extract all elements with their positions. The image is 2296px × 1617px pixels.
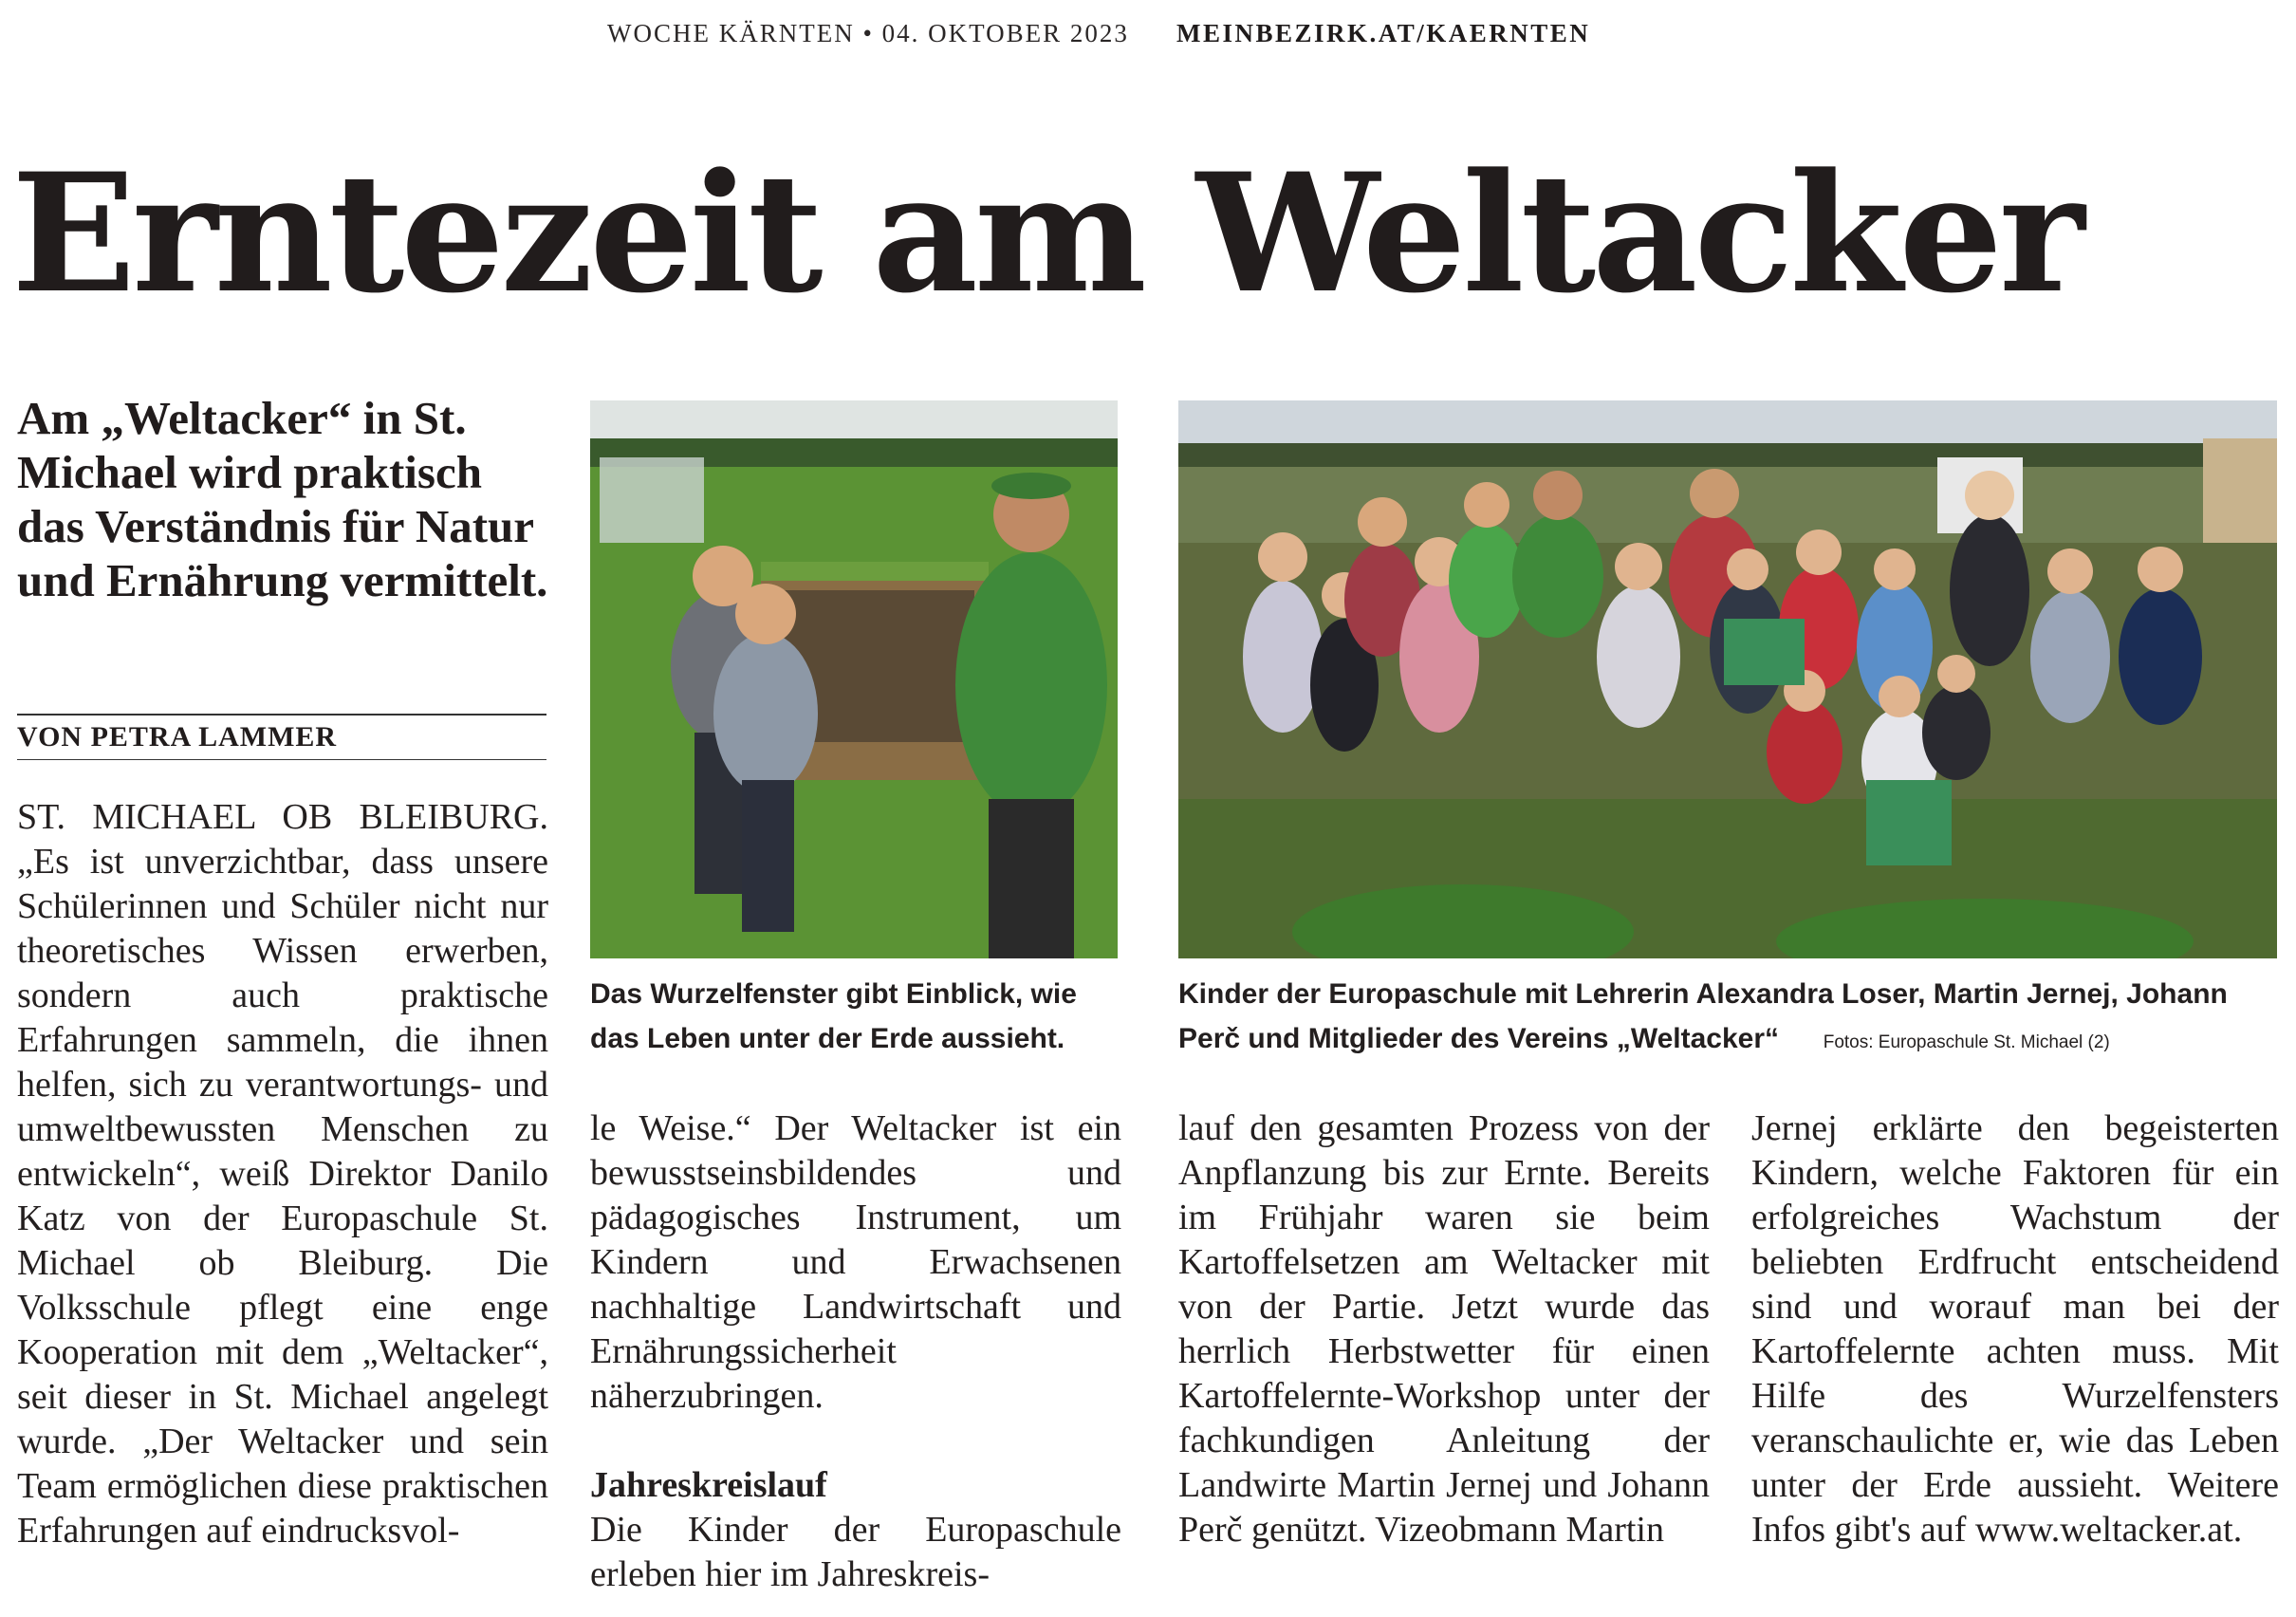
body-column-1 [17, 795, 548, 1553]
body-paragraph: lauf den gesamten Prozess von der Anpflanzung bis zur Ernte. Bereits im Frühjahr waren sie beim Kartoffelsetzen am Weltacker mit von der Partie. Jetzt wurde das herrlich Herbstwetter für einen Kartoffelernte-Workshop unter der fachkundigen Anleitung der Landwirte Martin Jernej und Johann Perč genützt. Vizeobmann Martin [1178, 1108, 1710, 1550]
lead-text: Am „Weltacker“ in St. Michael wird praktisch das Verständnis für Natur und Ernährung vermittelt. [17, 392, 548, 606]
publication-date: WOCHE KÄRNTEN • 04. OKTOBER 2023 [607, 19, 1129, 47]
body-column-2 [590, 1106, 1121, 1597]
byline-rule-bottom [17, 759, 546, 760]
right-photo-caption [1178, 972, 2269, 1065]
right-photo-caption-text: Kinder der Europaschule mit Lehrerin Alexandra Loser, Martin Jernej, Johann Perč und Mitglieder des Vereins „Weltacker“ [1178, 978, 2228, 1054]
byline-rule-top [17, 714, 546, 716]
subheading: Jahreskreislauf [590, 1465, 827, 1505]
photo-credit: Fotos: Europaschule St. Michael (2) [1823, 1032, 2110, 1052]
left-photo-caption: Das Wurzelfenster gibt Einblick, wie das Leben unter der Erde aussieht. [590, 978, 1077, 1054]
photo-wurzelfenster [590, 400, 1118, 958]
body-column-4 [1751, 1106, 2279, 1552]
headline: Erntezeit am Weltacker [11, 137, 2082, 329]
body-column-3 [1178, 1106, 1710, 1552]
body-paragraph: ST. MICHAEL OB BLEIBURG. „Es ist unverzichtbar, dass unsere Schülerinnen und Schüler nicht nur theoretisches Wissen erwerben, sondern auch praktische Erfahrungen sammeln, die ihnen helfen, sich zu verantwortungs- und umweltbewussten Menschen zu entwickeln“, weiß Direktor Danilo Katz von der Europaschule St. Michael ob Bleiburg. Die Volksschule pflegt eine enge Kooperation mit dem „Weltacker“, seit dieser in St. Michael angelegt wurde. „Der Weltacker und sein Team ermöglichen diese praktischen Erfahrungen auf eindrucksvol- [17, 797, 548, 1551]
website-link[interactable]: MEINBEZIRK.AT/KAERNTEN [1176, 19, 1591, 47]
byline: VON PETRA LAMMER [17, 721, 338, 753]
body-paragraph: Jernej erklärte den begeisterten Kindern, welche Faktoren für ein erfolgreiches Wachstum der beliebten Erdfrucht entscheidend sind und worauf man bei der Kartoffelernte achten muss. Mit Hilfe des Wurzelfensters veranschaulichte er, wie das Leben unter der Erde aussieht. Weitere Infos gibt's auf www.weltacker.at. [1751, 1108, 2279, 1550]
body-paragraph: le Weise.“ Der Weltacker ist ein bewusstseinsbildendes und pädagogisches Instrument, um Kindern und Erwachsenen nachhaltige Landwirtschaft und Ernährungssicherheit näherzubringen. [590, 1108, 1121, 1416]
photo-group-harvest [1178, 400, 2277, 958]
body-paragraph: Die Kinder der Europaschule erleben hier im Jahreskreis- [590, 1510, 1121, 1594]
